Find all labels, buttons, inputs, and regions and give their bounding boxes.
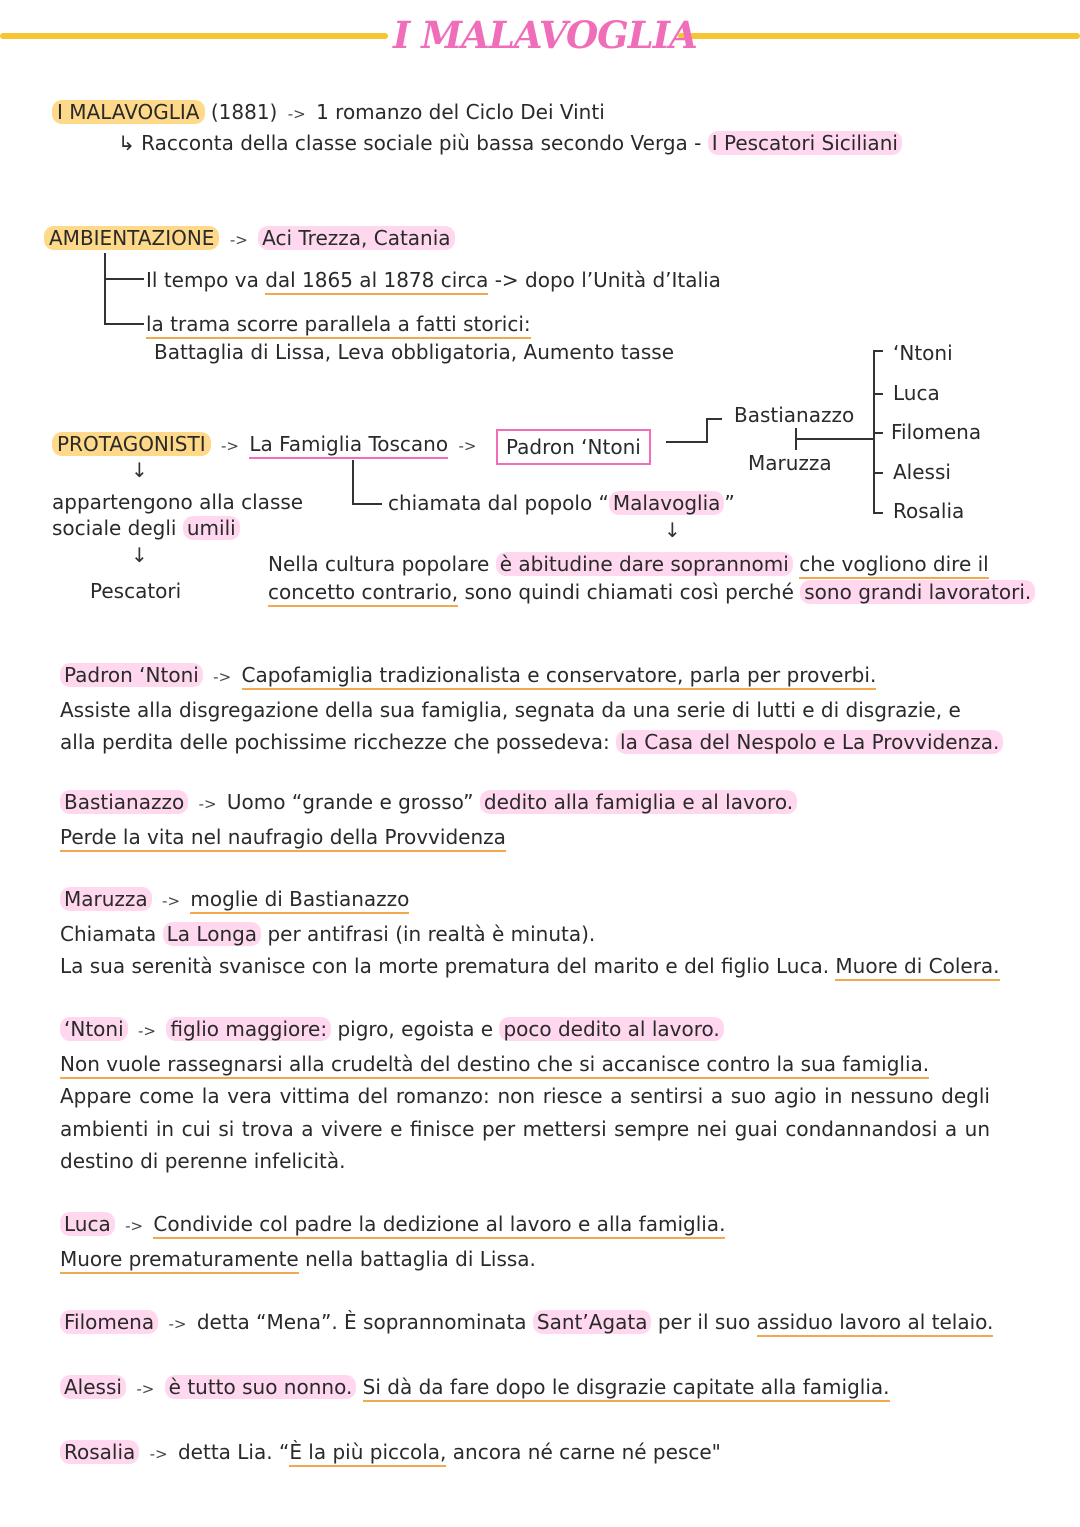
tree-child: Rosalia: [893, 499, 965, 523]
culture-line-2: [268, 578, 1035, 606]
patriarch-box: Padron ‘Ntoni: [496, 429, 651, 465]
pescatori: Pescatori: [90, 579, 182, 603]
character-line: Capofamiglia tradizionalista e conservatore, parla per proverbi.: [242, 663, 877, 690]
class-line-1: appartengono alla classe: [52, 490, 304, 514]
nickname-pre: chiamata dal popolo “: [388, 491, 609, 515]
intro-line: [52, 98, 605, 128]
ambientazione-place: Aci Trezza, Catania: [258, 226, 454, 250]
culture-b: è abitudine dare soprannomi: [496, 552, 793, 576]
tree-child-tick-5: [873, 512, 883, 514]
tree-connector-v: [706, 418, 708, 443]
intro-year: (1881): [210, 100, 278, 124]
time-range: dal 1865 al 1878 circa: [265, 268, 488, 295]
character-line: Appare come la vera vittima del romanzo: non riesce a sentirsi a suo agio in nessuno degli ambienti in cui si trova a vivere e finisce per mettersi sempre nei guai condannandosi a un destino di perenne infelicità.: [60, 1084, 990, 1173]
time-pre: Il tempo va: [146, 268, 259, 292]
tree-connector-h2: [706, 418, 722, 420]
tree-child: Filomena: [891, 420, 982, 444]
nickname-post: ”: [724, 491, 735, 515]
character-highlight: Muore di Colera.: [835, 954, 999, 981]
culture-c: che vogliono dire il: [799, 552, 989, 579]
character-name: Bastianazzo: [60, 790, 188, 814]
ambientazione-branch-2: [104, 323, 144, 325]
character-line: pigro, egoista e: [337, 1017, 494, 1041]
tree-mother: Maruzza: [748, 451, 832, 475]
character-line: detta Lia. “: [177, 1440, 290, 1464]
character-line: Condivide col padre la dedizione al lavoro e alla famiglia.: [153, 1212, 725, 1239]
character-highlight: La Longa: [163, 922, 261, 946]
arrow-icon: ->: [458, 437, 477, 455]
culture-d: concetto contrario,: [268, 580, 458, 607]
nickname-line: [388, 489, 735, 517]
intro-sub-highlight: I Pescatori Siciliani: [708, 131, 902, 155]
character-line: alla perdita delle pochissime ricchezze che possedeva:: [60, 730, 610, 754]
character-line: Assiste alla disgregazione della sua famiglia, segnata da una serie di lutti e di disgrazie, e: [60, 697, 961, 722]
character-highlight: È la più piccola,: [289, 1440, 446, 1467]
protagonisti-line: [52, 430, 480, 460]
character-line: La sua serenità svanisce con la morte prematura del marito e del figlio Luca.: [60, 954, 830, 978]
family-connector-h: [352, 503, 382, 505]
intro-subline: [118, 129, 902, 157]
character-highlight: figlio maggiore:: [166, 1017, 331, 1041]
title-rule-right: [678, 33, 1080, 39]
character-ntoni: ‘Ntoni -> figlio maggiore: pigro, egoista e poco dedito al lavoro. Non vuole rassegnarsi alla crudeltà del destino che si accanisce contro la sua famiglia. Appare come la vera vittima del romanzo: non riesce a sentirsi a suo agio in nessuno degli ambienti in cui si trova a vivere e finisce per mettersi sempre nei guai condannandosi a un destino di perenne infelicità.: [60, 1013, 1050, 1178]
class-line-2-text: sociale degli: [52, 516, 177, 540]
arrow-icon: ->: [287, 105, 306, 123]
character-line: Non vuole rassegnarsi alla crudeltà del destino che si accanisce contro la sua famiglia.: [60, 1052, 929, 1079]
class-umili: umili: [183, 516, 240, 540]
down-arrow-icon: ↓: [131, 543, 148, 567]
class-line-2: [52, 514, 240, 542]
tree-child-tick-1: [873, 350, 883, 352]
tree-child-tick-2: [873, 393, 883, 395]
family-connector-v: [352, 460, 354, 504]
character-highlight: dedito alla famiglia e al lavoro.: [480, 790, 797, 814]
character-line: ancora né carne né pesce": [452, 1440, 721, 1464]
intro-name: I MALAVOGLIA: [52, 100, 205, 124]
character-line: Si dà da fare dopo le disgrazie capitate alla famiglia.: [363, 1375, 890, 1402]
character-line: moglie di Bastianazzo: [190, 887, 409, 914]
character-line: Chiamata: [60, 921, 157, 946]
character-name: Luca: [60, 1212, 115, 1236]
character-highlight: poco dedito al lavoro.: [499, 1017, 723, 1041]
character-highlight: assiduo lavoro al telaio.: [757, 1310, 994, 1337]
culture-a: Nella cultura popolare: [268, 552, 490, 576]
character-line: per antifrasi (in realtà è minuta).: [267, 921, 596, 946]
character-line: Uomo “grande e grosso”: [226, 790, 474, 814]
character-name: Filomena: [60, 1310, 158, 1334]
intro-sub-text: Racconta della classe sociale più bassa secondo Verga -: [141, 131, 702, 155]
character-rosalia: Rosalia -> detta Lia. “È la più piccola, ancora né carne né pesce": [60, 1436, 1050, 1471]
down-arrow-icon: ↓: [131, 458, 148, 482]
character-padron-ntoni: Padron ‘Ntoni -> Capofamiglia tradizionalista e conservatore, parla per proverbi. Assiste alla disgregazione della sua famiglia, segnata da una serie di lutti e di disgrazie, e alla perdita delle pochissime ricchezze che possedeva: la Casa del Nespolo e La Provvidenza.: [60, 659, 1050, 759]
sub-arrow-icon: ↳: [118, 131, 135, 155]
arrow-icon: ->: [220, 437, 239, 455]
trama-title: [146, 310, 531, 338]
character-maruzza: Maruzza -> moglie di Bastianazzo Chiamata La Longa per antifrasi (in realtà è minuta). La sua serenità svanisce con la morte prematura del marito e del figlio Luca. Muore di Colera.: [60, 883, 1050, 983]
culture-line-1: [268, 550, 989, 578]
title-rule-left: [0, 33, 388, 39]
character-name: Rosalia: [60, 1440, 139, 1464]
culture-f: sono grandi lavoratori.: [800, 580, 1035, 604]
character-line: detta “Mena”. È soprannominata: [196, 1310, 527, 1334]
protagonisti-label: PROTAGONISTI: [52, 432, 211, 456]
tree-child-tick-4: [873, 472, 883, 474]
arrow-icon: ->: [229, 231, 248, 249]
ambientazione-branch-1: [104, 278, 144, 280]
trama-title-text: la trama scorre parallela a fatti storici:: [146, 312, 531, 339]
tree-father: Bastianazzo: [734, 403, 855, 427]
ambientazione-line: [44, 224, 455, 254]
character-name: Padron ‘Ntoni: [60, 663, 203, 687]
character-highlight: Muore prematuramente: [60, 1247, 299, 1274]
character-line: Perde la vita nel naufragio della Provvidenza: [60, 825, 506, 852]
ambientazione-label: AMBIENTAZIONE: [44, 226, 219, 250]
tree-child: Alessi: [893, 460, 951, 484]
tree-marriage-h: [795, 438, 875, 440]
time-post: -> dopo l’Unità d’Italia: [494, 268, 721, 292]
character-line: per il suo: [657, 1310, 751, 1334]
character-filomena: Filomena -> detta “Mena”. È soprannominata Sant’Agata per il suo assiduo lavoro al telaio.: [60, 1306, 1050, 1341]
nickname: Malavoglia: [609, 491, 724, 515]
culture-e: sono quindi chiamati così perché: [464, 580, 794, 604]
character-highlight: è tutto suo nonno.: [165, 1375, 357, 1399]
tree-connector-h1: [666, 441, 706, 443]
character-highlight: la Casa del Nespolo e La Provvidenza.: [616, 730, 1003, 754]
character-name: Alessi: [60, 1375, 126, 1399]
family-name: La Famiglia Toscano: [249, 432, 448, 459]
tree-child: ‘Ntoni: [893, 341, 953, 365]
character-luca: Luca -> Condivide col padre la dedizione al lavoro e alla famiglia. Muore prematuramente nella battaglia di Lissa.: [60, 1208, 1050, 1275]
ambientazione-bracket: [104, 253, 106, 325]
character-bastianazzo: Bastianazzo -> Uomo “grande e grosso” dedito alla famiglia e al lavoro. Perde la vita nel naufragio della Provvidenza: [60, 786, 1050, 853]
tree-child-tick-3: [873, 432, 883, 434]
intro-desc: 1 romanzo del Ciclo Dei Vinti: [316, 100, 605, 124]
character-alessi: Alessi -> è tutto suo nonno. Si dà da fare dopo le disgrazie capitate alla famiglia.: [60, 1371, 1050, 1406]
trama-events: Battaglia di Lissa, Leva obbligatoria, Aumento tasse: [154, 340, 675, 364]
page-title: I MALAVOGLIA: [393, 13, 697, 57]
character-line: nella battaglia di Lissa.: [305, 1246, 536, 1271]
character-name: Maruzza: [60, 887, 152, 911]
character-highlight: Sant’Agata: [533, 1310, 652, 1334]
character-name: ‘Ntoni: [60, 1017, 128, 1041]
tree-child: Luca: [893, 381, 940, 405]
down-arrow-icon: ↓: [664, 518, 681, 542]
time-line: [146, 266, 721, 294]
